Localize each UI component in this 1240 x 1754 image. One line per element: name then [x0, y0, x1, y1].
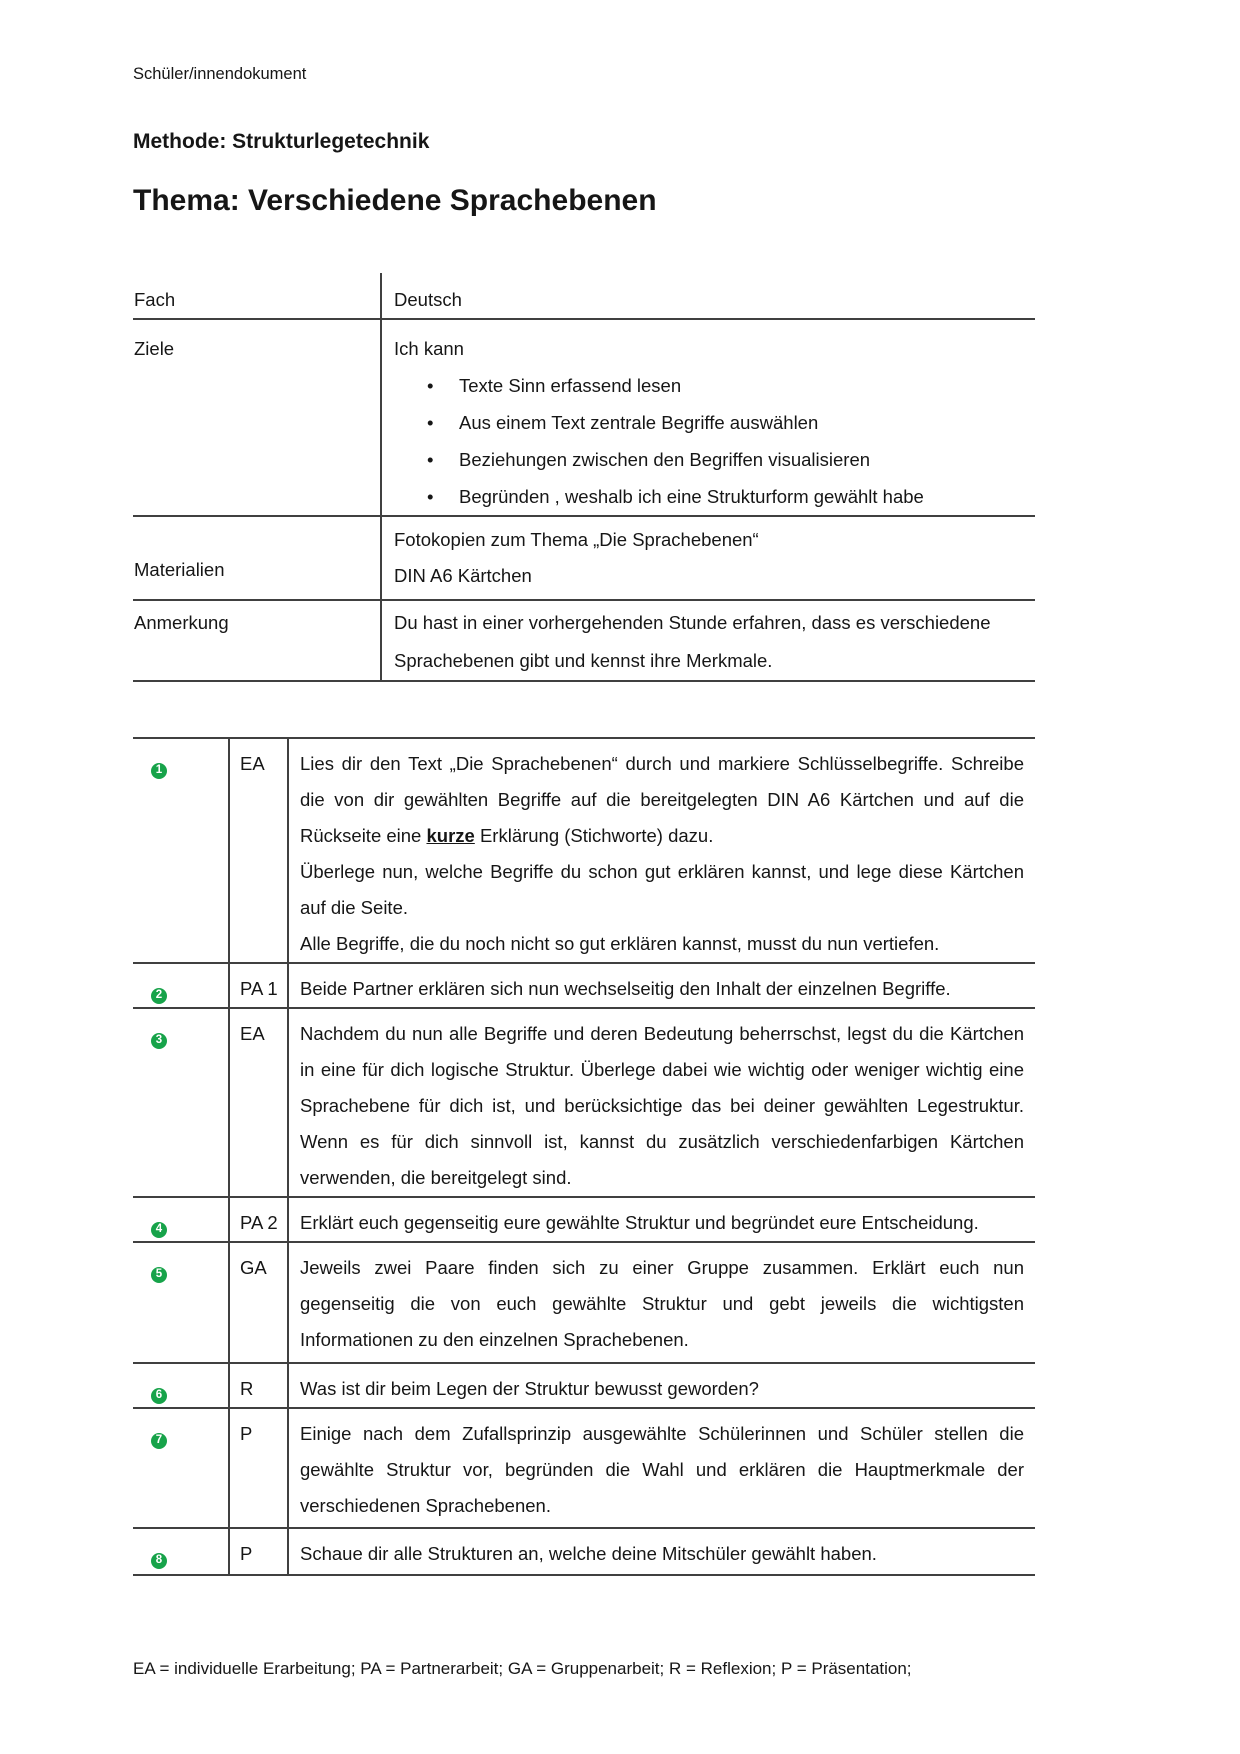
step-row-3 — [133, 1009, 1035, 1198]
step-number-cell — [133, 1009, 228, 1196]
document-type-label: Schüler/innendokument — [133, 65, 307, 83]
materialien-line: DIN A6 Kärtchen — [394, 565, 532, 586]
info-value-ziele — [380, 320, 1035, 515]
step-number-cell — [133, 964, 228, 1007]
step-paragraph: Schaue dir alle Strukturen an, welche deine Mitschüler gewählt haben. — [300, 1543, 877, 1564]
legend-text: EA = individuelle Erarbeitung; PA = Partnerarbeit; GA = Gruppenarbeit; R = Reflexion; P = Präsentation; — [133, 1659, 912, 1678]
step-row-5 — [133, 1243, 1035, 1364]
step-number-badge: 8 — [151, 1553, 167, 1569]
step-number-badge: 1 — [151, 763, 167, 779]
info-value-anmerkung: Du hast in einer vorhergehenden Stunde erfahren, dass es verschiedene Sprachebenen gibt und kennst ihre Merkmale. — [380, 601, 1035, 680]
step-text — [287, 1198, 1035, 1241]
step-text-emphasis: kurze — [426, 825, 475, 846]
step-text — [287, 1364, 1035, 1407]
step-number-badge: 6 — [151, 1388, 167, 1404]
step-text — [287, 1529, 1035, 1574]
step-type-label: PA 2 — [228, 1198, 287, 1241]
bullet-dot-icon: • — [427, 375, 434, 396]
goal-bullet — [394, 367, 1025, 404]
step-type-label: P — [228, 1529, 287, 1574]
bullet-dot-icon: • — [427, 449, 434, 470]
step-paragraph: Was ist dir beim Legen der Struktur bewusst geworden? — [300, 1378, 759, 1399]
step-number-cell — [133, 1529, 228, 1574]
step-type-label: EA — [228, 739, 287, 962]
step-row-6 — [133, 1364, 1035, 1409]
info-label-ziele: Ziele — [134, 338, 175, 359]
step-text-segment: Lies dir den Text „Die Sprachebenen“ durch und markiere Schlüsselbegriffe. Schreibe die von dir gewählten Begriffe auf die bereitgelegten DIN A6 Kärtchen und auf die Rückseite eine — [300, 753, 1024, 846]
info-label-anmerkung: Anmerkung — [134, 612, 229, 633]
materialien-line: Fotokopien zum Thema „Die Sprachebenen“ — [394, 529, 759, 550]
goal-bullet — [394, 441, 1025, 478]
step-number-badge: 2 — [151, 988, 167, 1004]
step-number-badge: 5 — [151, 1267, 167, 1283]
step-row-7 — [133, 1409, 1035, 1529]
step-row-2 — [133, 964, 1035, 1009]
info-row-materialien — [133, 517, 1035, 601]
info-row-fach — [133, 273, 1035, 320]
step-row-8 — [133, 1529, 1035, 1576]
step-number-badge: 4 — [151, 1222, 167, 1238]
step-paragraph: Alle Begriffe, die du noch nicht so gut erklären kannst, musst du nun vertiefen. — [300, 933, 940, 954]
bullet-dot-icon: • — [427, 486, 434, 507]
step-type-label: EA — [228, 1009, 287, 1196]
step-text — [287, 1009, 1035, 1196]
step-paragraph: Erklärt euch gegenseitig eure gewählte Struktur und begründet eure Entscheidung. — [300, 1212, 979, 1233]
step-text — [287, 964, 1035, 1007]
step-type-label: P — [228, 1409, 287, 1527]
info-row-ziele — [133, 320, 1035, 517]
goal-bullet-text: Aus einem Text zentrale Begriffe auswählen — [459, 412, 819, 433]
step-number-cell — [133, 1409, 228, 1527]
info-value-fach: Deutsch — [380, 273, 1035, 318]
goal-bullet-text: Beziehungen zwischen den Begriffen visualisieren — [459, 449, 871, 470]
step-paragraph: Nachdem du nun alle Begriffe und deren Bedeutung beherrschst, legst du die Kärtchen in eine für dich logische Struktur. Überlege dabei wie wichtig oder weniger wichtig eine Sprachebene für dich ist, und berücksichtige das bei deiner gewählten Legestruktur. Wenn es für dich sinnvoll ist, kannst du zusätzlich verschiedenfarbigen Kärtchen verwenden, die bereitgelegt sind. — [300, 1023, 1024, 1188]
step-row-1 — [133, 739, 1035, 964]
info-value-materialien — [380, 517, 1035, 599]
step-text-segment: Erklärung (Stichworte) dazu. — [474, 825, 714, 846]
step-paragraph: Überlege nun, welche Begriffe du schon gut erklären kannst, und lege diese Kärtchen auf die Seite. — [300, 861, 1024, 918]
goal-bullet — [394, 404, 1025, 441]
step-text — [287, 1243, 1035, 1362]
topic-title: Thema: Verschiedene Sprachebenen — [133, 184, 657, 217]
step-text — [287, 739, 1035, 962]
step-row-4 — [133, 1198, 1035, 1243]
ziele-intro: Ich kann — [394, 338, 464, 359]
method-title: Methode: Strukturlegetechnik — [133, 130, 430, 153]
step-number-cell — [133, 739, 228, 962]
steps-table — [133, 737, 1035, 1576]
info-label-materialien — [133, 517, 380, 599]
info-row-anmerkung — [133, 601, 1035, 682]
step-number-cell — [133, 1198, 228, 1241]
goal-bullet-text: Begründen , weshalb ich eine Strukturform gewählt habe — [459, 486, 924, 507]
step-paragraph: Beide Partner erklären sich nun wechselseitig den Inhalt der einzelnen Begriffe. — [300, 978, 951, 999]
step-number-badge: 7 — [151, 1433, 167, 1449]
info-label-materialien-text: Materialien — [134, 559, 225, 580]
step-number-badge: 3 — [151, 1033, 167, 1049]
step-number-cell — [133, 1243, 228, 1362]
step-paragraph — [300, 746, 1035, 854]
goal-bullet — [394, 478, 1025, 515]
step-type-label: R — [228, 1364, 287, 1407]
step-text — [287, 1409, 1035, 1527]
step-type-label: PA 1 — [228, 964, 287, 1007]
step-type-label: GA — [228, 1243, 287, 1362]
step-number-cell — [133, 1364, 228, 1407]
info-label-fach: Fach — [134, 289, 176, 310]
step-paragraph: Einige nach dem Zufallsprinzip ausgewählte Schülerinnen und Schüler stellen die gewählte Struktur vor, begründen die Wahl und erklären die Hauptmerkmale der verschiedenen Sprachebenen. — [300, 1423, 1024, 1516]
step-paragraph: Jeweils zwei Paare finden sich zu einer Gruppe zusammen. Erklärt euch nun gegenseitig die von euch gewählte Struktur und gebt jeweils die wichtigsten Informationen zu den einzelnen Sprachebenen. — [300, 1257, 1024, 1350]
goal-bullet-text: Texte Sinn erfassend lesen — [459, 375, 682, 396]
info-table — [133, 273, 1035, 682]
bullet-dot-icon: • — [427, 412, 434, 433]
